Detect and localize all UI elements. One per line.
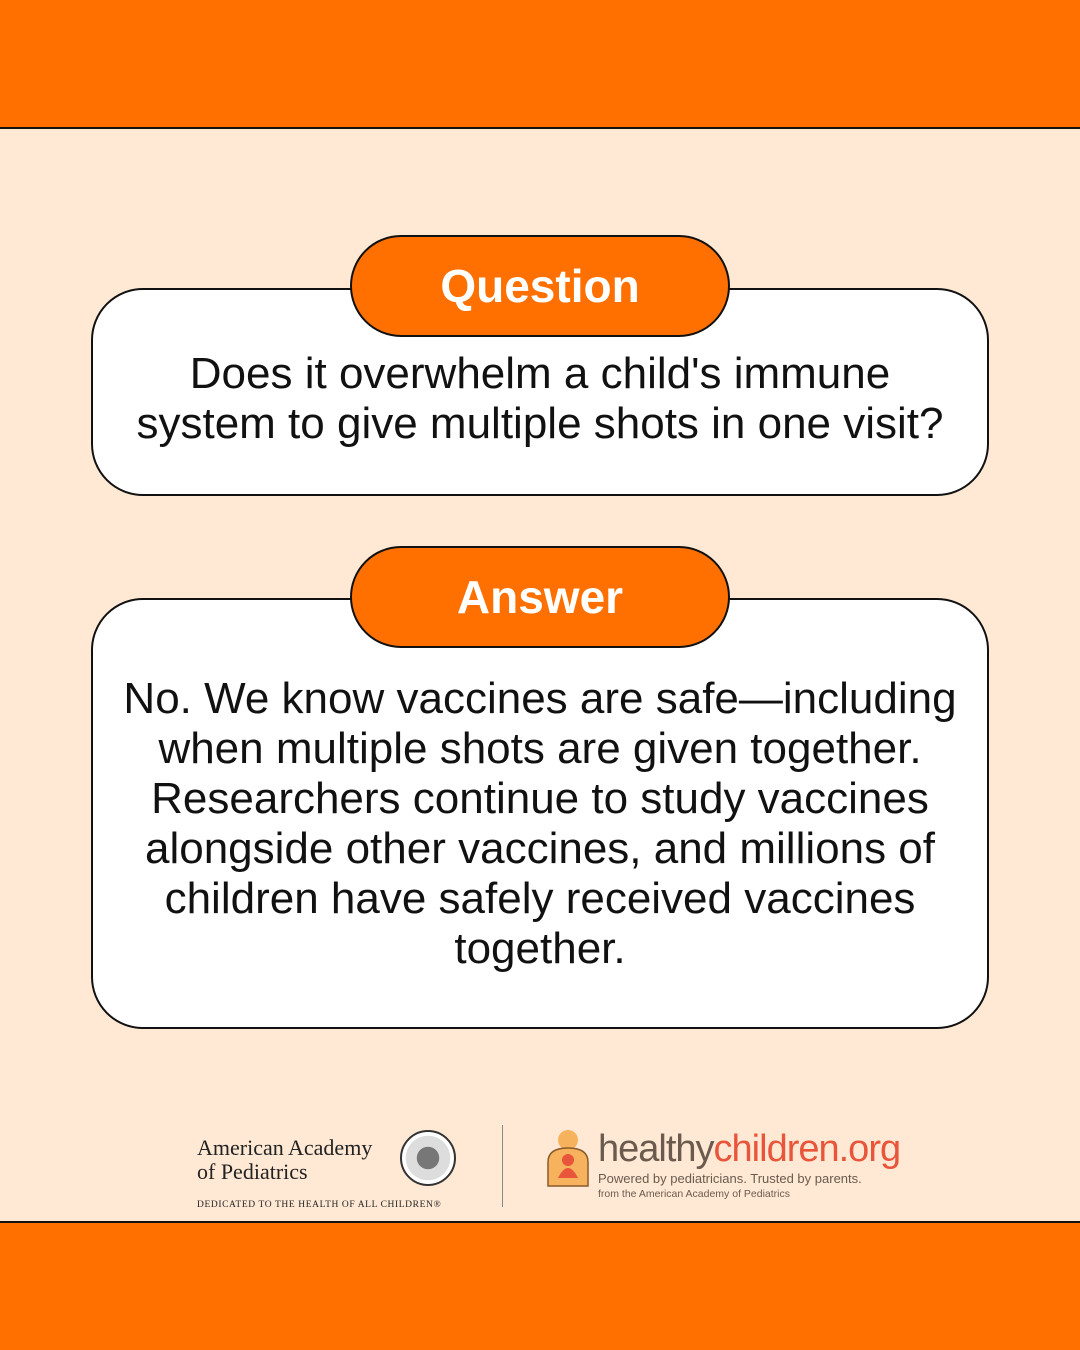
hc-children: children.org <box>713 1128 901 1170</box>
answer-text: No. We know vaccines are safe—including when multiple shots are given together. Researchers continue to study vaccines alongside other vaccines, and millions of children have safely received vaccines together. <box>123 673 957 973</box>
hc-slogan: Powered by pediatricians. Trusted by parents. <box>598 1171 862 1186</box>
healthychildren-logo <box>598 1128 900 1200</box>
question-text: Does it overwhelm a child's immune system to give multiple shots in one visit? <box>136 349 944 448</box>
top-banner <box>0 0 1080 129</box>
hc-from: from the American Academy of Pediatrics <box>598 1188 790 1200</box>
question-label: Question <box>350 235 730 337</box>
bottom-banner <box>0 1221 1080 1350</box>
answer-label: Answer <box>350 546 730 648</box>
aap-seal-icon <box>400 1130 456 1186</box>
aap-name-line2: of Pediatrics <box>197 1159 308 1184</box>
logo-divider <box>502 1125 503 1207</box>
aap-name-line1: American Academy <box>197 1135 373 1160</box>
hc-healthy: healthy <box>598 1128 714 1170</box>
answer-card <box>91 598 989 1029</box>
healthychildren-logo-icon <box>546 1128 590 1188</box>
aap-tagline: DEDICATED TO THE HEALTH OF ALL CHILDREN® <box>197 1200 442 1210</box>
